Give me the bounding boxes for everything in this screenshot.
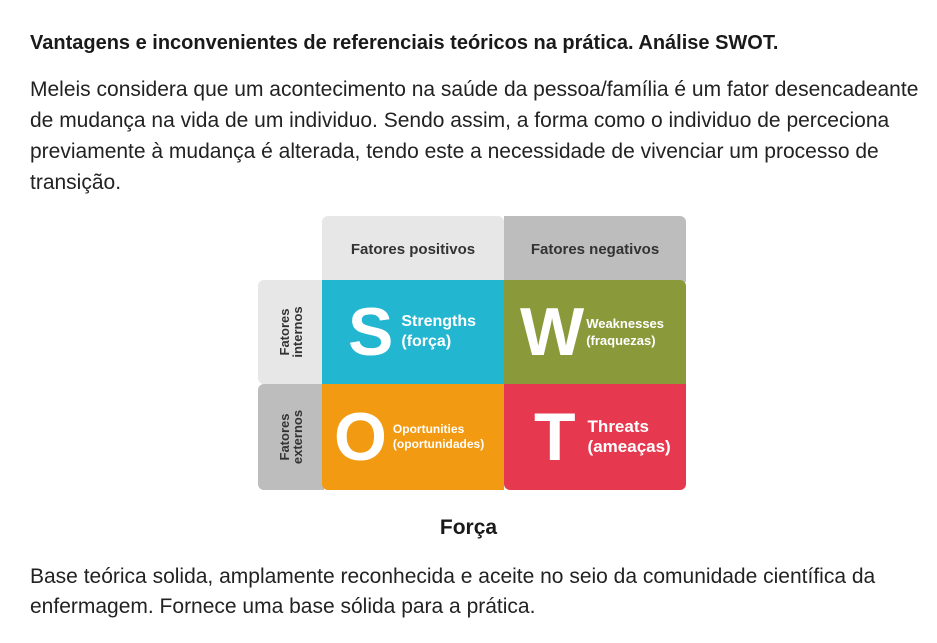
strengths-letter: S [348,294,394,370]
strengths-label: Strengths [401,313,477,330]
threats-label: Threats [587,417,649,436]
opportunities-letter: O [334,399,387,475]
intro-paragraph: Meleis considera que um acontecimento na saúde da pessoa/família é um fator desencadeante de mudança na vida de um individuo. Sendo assim, a forma como o individuo de perceciona previamente à mudança é alterada, tendo este a necessidade de vivenciar um processo de transição. [30,78,919,194]
swot-opportunities [322,384,504,490]
side-internal-factors [258,280,324,384]
side-external-label: Fatores externos [277,409,305,465]
header-positive-factors: Fatores positivos [322,216,504,282]
swot-strengths [322,280,504,384]
swot-threats [504,384,686,490]
strength-paragraph: Base teórica solida, amplamente reconhecida e aceite no seio da comunidade científica da enfermagem. Fornece uma base sólida para a prática. [30,565,876,618]
threats-translation: (ameaças) [587,437,671,456]
weaknesses-label: Weaknesses [586,316,665,331]
subsection-title: Força [439,516,498,539]
weaknesses-translation: (fraquezas) [586,333,656,348]
side-external-factors [258,384,324,490]
section-heading: Vantagens e inconvenientes de referenciais teóricos na prática. Análise SWOT. [30,32,779,54]
swot-diagram [258,216,686,490]
opportunities-label: Oportunities [392,422,465,436]
strengths-translation: (força) [401,333,452,350]
weaknesses-letter: W [520,294,585,370]
header-negative-factors: Fatores negativos [504,216,686,282]
opportunities-translation: (oportunidades) [392,437,485,451]
threats-letter: T [534,399,576,475]
side-internal-label: Fatores internos [277,306,305,358]
swot-weaknesses [504,280,686,384]
